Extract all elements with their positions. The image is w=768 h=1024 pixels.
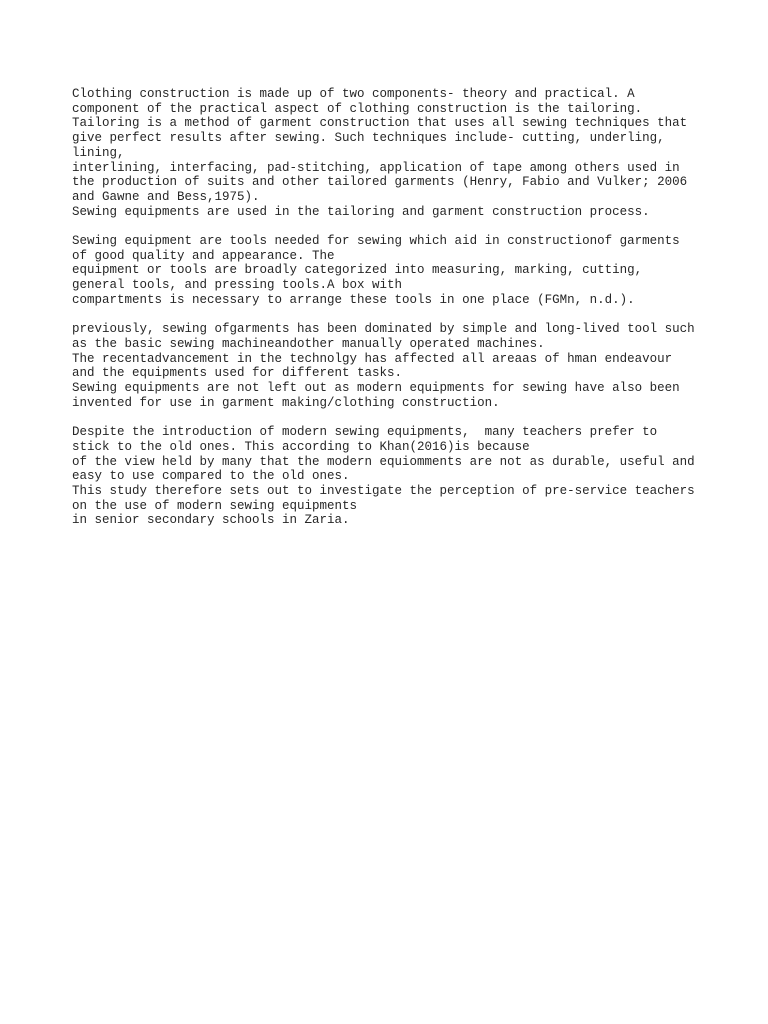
text-line: Sewing equipments are not left out as modern equipments for sewing have also been bbox=[72, 381, 680, 396]
text-line: of good quality and appearance. The bbox=[72, 248, 335, 263]
text-line: of the view held by many that the modern equiomments are not as durable, useful and bbox=[72, 454, 695, 469]
text-line: on the use of modern sewing equipments bbox=[72, 498, 358, 513]
text-line: previously, sewing ofgarments has been dominated by simple and long-lived tool such bbox=[72, 322, 695, 337]
text-line: general tools, and pressing tools.A box with bbox=[72, 278, 403, 293]
text-line: give perfect results after sewing. Such techniques include- cutting, underling, bbox=[72, 131, 665, 146]
text-line: as the basic sewing machineandother manually operated machines. bbox=[72, 336, 545, 351]
text-line: the production of suits and other tailored garments (Henry, Fabio and Vulker; 2006 bbox=[72, 175, 688, 190]
text-line: Despite the introduction of modern sewing equipments, many teachers prefer to bbox=[72, 425, 658, 440]
text-line: easy to use compared to the old ones. bbox=[72, 469, 350, 484]
text-line: This study therefore sets out to investigate the perception of pre-service teachers bbox=[72, 483, 695, 498]
paragraph-previously bbox=[72, 322, 732, 410]
text-line: Sewing equipments are used in the tailoring and garment construction process. bbox=[72, 204, 650, 219]
text-line: and the equipments used for different tasks. bbox=[72, 366, 403, 381]
text-line: compartments is necessary to arrange these tools in one place (FGMn, n.d.). bbox=[72, 292, 635, 307]
text-line: and Gawne and Bess,1975). bbox=[72, 189, 260, 204]
paragraph-clothing-construction bbox=[72, 87, 732, 219]
text-line: Sewing equipment are tools needed for sewing which aid in constructionof garments bbox=[72, 234, 680, 249]
text-line: The recentadvancement in the technolgy has affected all areaas of hman endeavour bbox=[72, 351, 673, 366]
document-body bbox=[72, 87, 732, 543]
text-line: Clothing construction is made up of two components- theory and practical. A bbox=[72, 87, 635, 101]
text-line: component of the practical aspect of clothing construction is the tailoring. bbox=[72, 101, 643, 116]
text-line: Tailoring is a method of garment construction that uses all sewing techniques that bbox=[72, 116, 688, 131]
text-line: interlining, interfacing, pad-stitching, application of tape among others used in bbox=[72, 160, 680, 175]
text-line: in senior secondary schools in Zaria. bbox=[72, 513, 350, 528]
text-line: invented for use in garment making/clothing construction. bbox=[72, 395, 500, 410]
text-line: lining, bbox=[72, 145, 125, 160]
paragraph-sewing-equipment bbox=[72, 234, 732, 308]
text-line: equipment or tools are broadly categorized into measuring, marking, cutting, bbox=[72, 263, 643, 278]
text-line: stick to the old ones. This according to Khan(2016)is because bbox=[72, 439, 530, 454]
paragraph-despite bbox=[72, 425, 732, 528]
